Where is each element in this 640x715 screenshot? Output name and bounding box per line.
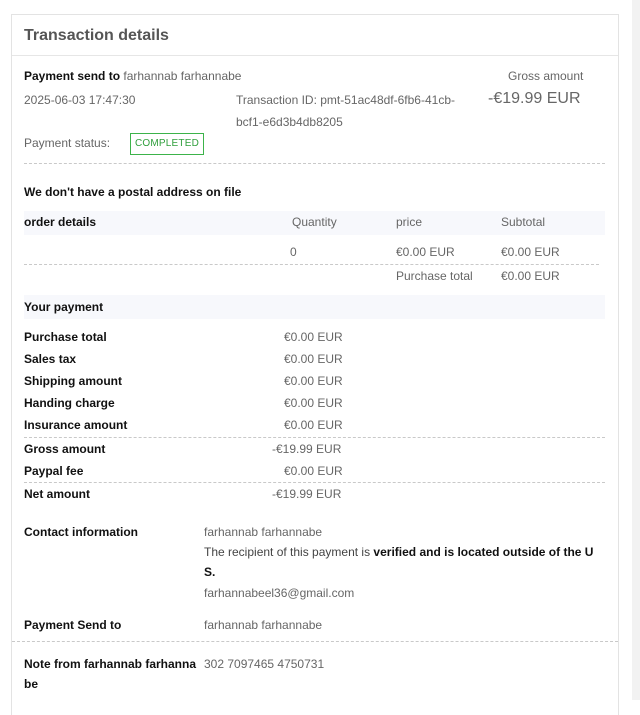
verified-bold-text: verified and is located outside of the U	[373, 545, 594, 559]
payment-row-label: Net amount	[24, 487, 90, 501]
divider	[24, 482, 605, 483]
payment-status-badge: COMPLETED	[130, 133, 204, 155]
payment-row-value: €0.00 EUR	[284, 396, 343, 410]
order-subtotal: €0.00 EUR	[501, 245, 560, 259]
contact-email[interactable]: farhannabeel36@gmail.com	[204, 586, 355, 600]
divider	[24, 264, 599, 265]
quantity-header: Quantity	[292, 215, 337, 229]
divider	[24, 437, 605, 438]
order-quantity: 0	[290, 245, 297, 259]
subtotal-header: Subtotal	[501, 215, 546, 229]
note-value: 302 7097465 4750731	[204, 657, 325, 671]
verified-status	[204, 545, 593, 559]
divider	[12, 641, 618, 642]
verified-bold-text-line2: S.	[204, 565, 216, 579]
payment-row-value: -€19.99 EUR	[272, 442, 342, 456]
postal-address-note: We don't have a postal address on file	[24, 185, 242, 199]
payment-status-label: Payment status:	[24, 136, 111, 150]
payment-send-to-label: Payment Send to	[24, 618, 122, 632]
order-details-header: order details	[24, 215, 97, 229]
page-scrollbar[interactable]	[632, 0, 640, 700]
payment-row-label: Sales tax	[24, 352, 77, 366]
payment-send-to-label: Payment send to	[24, 69, 121, 83]
transaction-date: 2025-06-03 17:47:30	[24, 93, 136, 107]
verified-prefix: The recipient of this payment is	[204, 545, 374, 559]
payment-row-value: €0.00 EUR	[284, 374, 343, 388]
card-title: Transaction details	[12, 15, 618, 56]
transaction-id-line2: bcf1-e6d3b4db8205	[236, 115, 343, 129]
contact-information-label: Contact information	[24, 525, 138, 539]
order-price: €0.00 EUR	[396, 245, 455, 259]
payment-row-value: €0.00 EUR	[284, 464, 343, 478]
purchase-total-label: Purchase total	[396, 269, 473, 283]
payment-row-label: Handing charge	[24, 396, 115, 410]
payment-send-to-value: farhannab farhannabe	[204, 618, 323, 632]
payment-send-to	[24, 69, 241, 83]
note-label-line1: Note from farhannab farhanna	[24, 657, 197, 671]
gross-amount-value: -€19.99 EUR	[488, 90, 581, 107]
payment-row-label: Gross amount	[24, 442, 106, 456]
payee-name: farhannab farhannabe	[123, 69, 242, 83]
price-header: price	[396, 215, 423, 229]
gross-amount-label: Gross amount	[508, 69, 584, 83]
payment-row-label: Paypal fee	[24, 464, 84, 478]
payment-row-value: -€19.99 EUR	[272, 487, 342, 501]
transaction-details-card	[11, 14, 619, 715]
purchase-total-value: €0.00 EUR	[501, 269, 560, 283]
payment-row-value: €0.00 EUR	[284, 352, 343, 366]
note-label-line2: be	[24, 677, 39, 691]
your-payment-title: Your payment	[24, 300, 104, 314]
payment-row-value: €0.00 EUR	[284, 418, 343, 432]
payment-row-label: Insurance amount	[24, 418, 128, 432]
payment-row-label: Purchase total	[24, 330, 107, 344]
divider	[24, 163, 605, 164]
transaction-id-line1: Transaction ID: pmt-51ac48df-6fb6-41cb-	[236, 93, 455, 107]
your-payment-band	[24, 295, 605, 319]
contact-name: farhannab farhannabe	[204, 525, 323, 539]
payment-row-value: €0.00 EUR	[284, 330, 343, 344]
payment-row-label: Shipping amount	[24, 374, 122, 388]
